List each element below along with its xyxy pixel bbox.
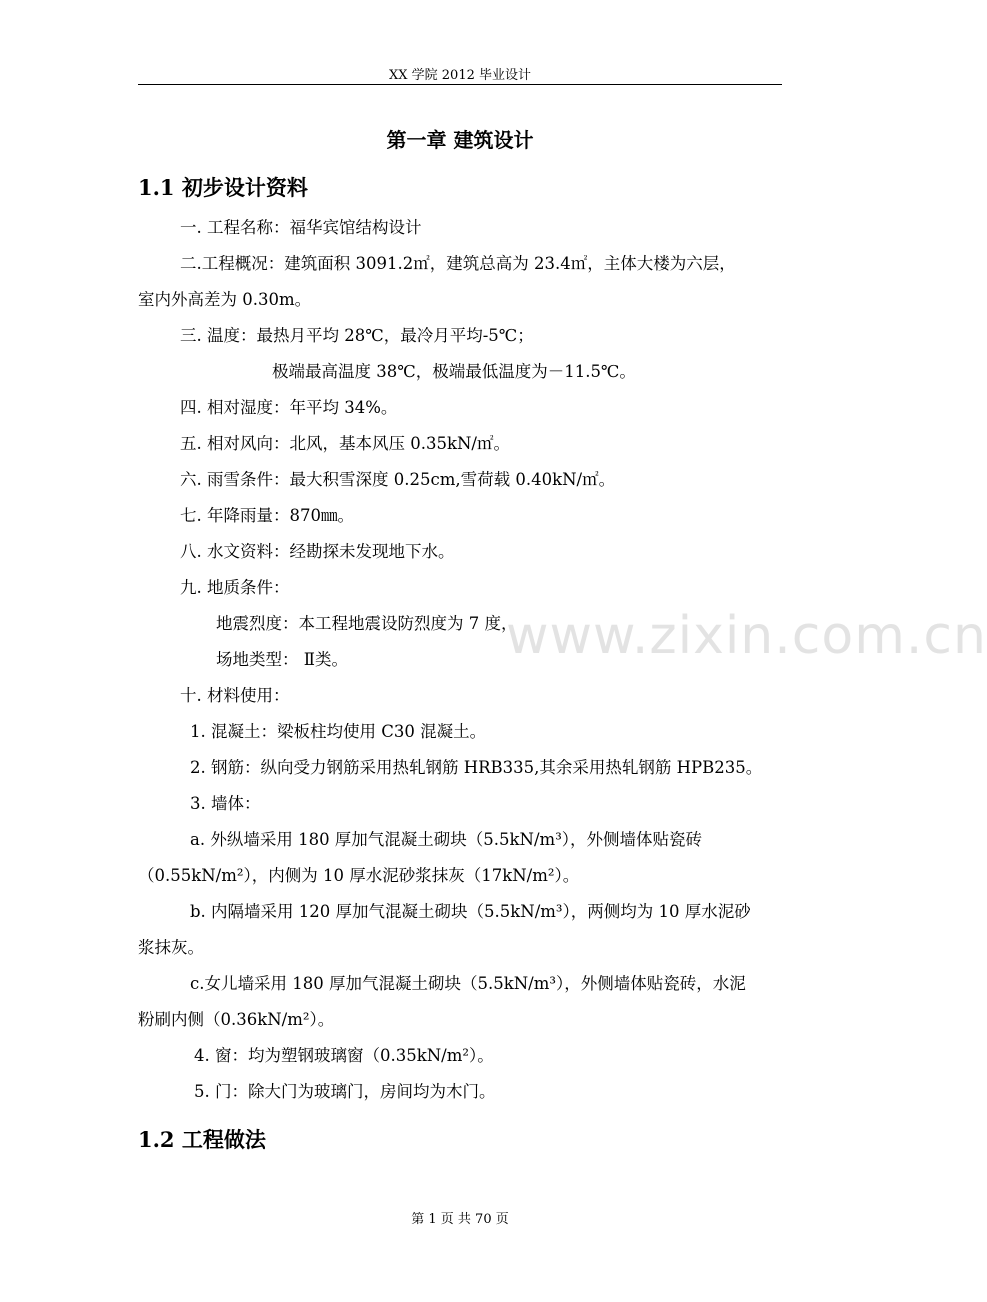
paragraph-line: 2. 钢筋：纵向受力钢筋采用热轧钢筋 HRB335,其余采用热轧钢筋 HPB235。 [190, 758, 763, 777]
paragraph-line: 十. 材料使用： [180, 686, 290, 705]
paragraph-line: 3. 墙体： [190, 794, 261, 813]
paragraph-line: 五. 相对风向：北风，基本风压 0.35kN/㎡。 [180, 434, 510, 453]
paragraph-line: 4. 窗：均为塑钢玻璃窗（0.35kN/m²）。 [194, 1046, 494, 1065]
paragraph-line: 六. 雨雪条件：最大积雪深度 0.25cm,雪荷载 0.40kN/㎡。 [180, 470, 616, 489]
paragraph-line: 二.工程概况：建筑面积 3091.2㎡，建筑总高为 23.4㎡，主体大楼为六层， [180, 254, 736, 273]
paragraph-line: 5. 门：除大门为玻璃门，房间均为木门。 [194, 1082, 496, 1101]
paragraph-line: （0.55kN/m²），内侧为 10 厚水泥砂浆抹灰（17kN/m²）。 [138, 866, 580, 885]
running-header: XX 学院 2012 毕业设计 [389, 68, 531, 83]
paragraph-line: 四. 相对湿度：年平均 34%。 [180, 398, 398, 417]
watermark: www.zixin.com.cn [506, 606, 987, 666]
paragraph-line: 七. 年降雨量：870㎜。 [180, 506, 354, 525]
paragraph-line: 一. 工程名称：福华宾馆结构设计 [180, 218, 422, 237]
paragraph-line: 八. 水文资料：经勘探未发现地下水。 [180, 542, 455, 561]
paragraph-line: a. 外纵墙采用 180 厚加气混凝土砌块（5.5kN/m³），外侧墙体贴瓷砖 [190, 830, 703, 849]
header-divider [138, 84, 782, 85]
paragraph-line: 粉刷内侧（0.36kN/m²）。 [138, 1010, 335, 1029]
paragraph-line: b. 内隔墙采用 120 厚加气混凝土砌块（5.5kN/m³），两侧均为 10 厚水泥砂 [190, 902, 751, 921]
paragraph-line: 1. 混凝土：梁板柱均使用 C30 混凝土。 [190, 722, 487, 741]
paragraph-line: 场地类型： Ⅱ类。 [216, 650, 348, 669]
paragraph-line: 极端最高温度 38℃，极端最低温度为－11.5℃。 [272, 362, 636, 381]
paragraph-line: 三. 温度：最热月平均 28℃，最冷月平均-5℃； [180, 326, 534, 345]
paragraph-line: 地震烈度：本工程地震设防烈度为 7 度， [216, 614, 518, 633]
paragraph-line: c.女儿墙采用 180 厚加气混凝土砌块（5.5kN/m³），外侧墙体贴瓷砖，水泥 [190, 974, 746, 993]
section-heading: 1.2 工程做法 [138, 1127, 266, 1152]
paragraph-line: 九. 地质条件： [180, 578, 290, 597]
paragraph-line: 浆抹灰。 [138, 938, 204, 957]
section-heading: 1.1 初步设计资料 [138, 175, 308, 200]
chapter-title: 第一章 建筑设计 [386, 128, 534, 152]
paragraph-line: 室内外高差为 0.30m。 [138, 290, 312, 309]
page-footer: 第 1 页 共 70 页 [411, 1212, 509, 1227]
